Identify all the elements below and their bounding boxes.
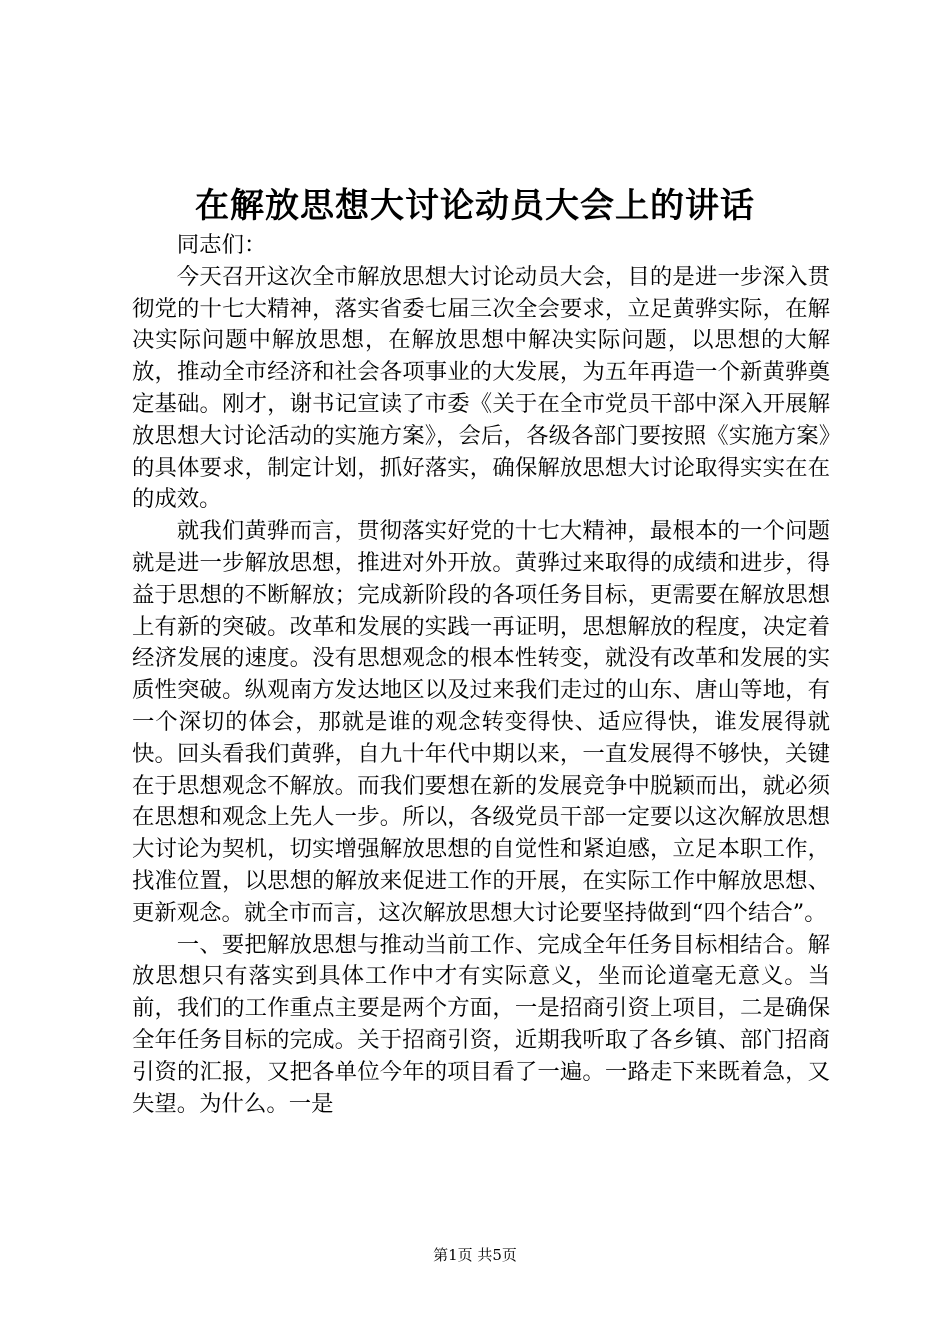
salutation: 同志们： bbox=[176, 232, 267, 258]
paragraph-2: 就我们黄骅而言，贯彻落实好党的十七大精神，最根本的一个问题就是进一步解放思想，推进对外开放。黄骅过来取得的成绩和进步，得益于思想的不断解放；完成新阶段的各项任务目标，更需要在解放思想上有新的突破。改革和发展的实践一再证明，思想解放的程度，决定着经济发展的速度。没有思想观念的根本性转变，就没有改革和发展的实质性突破。纵观南方发达地区以及过来我们走过的山东、唐山等地，有一个深切的体会，那就是谁的观念转变得快、适应得快，谁发展得就快。回头看我们黄骅，自九十年代中期以来，一直发展得不够快，关键在于思想观念不解放。而我们要想在新的发展竞争中脱颖而出，就必须在思想和观念上先人一步。所以，各级党员干部一定要以这次解放思想大讨论为契机，切实增强解放思想的自觉性和紧迫感，立足本职工作，找准位置，以思想的解放来促进工作的开展，在实际工作中解放思想、更新观念。就全市而言，这次解放思想大讨论要坚持做到“四个结合”。 bbox=[132, 518, 830, 926]
document-title: 在解放思想大讨论动员大会上的讲话 bbox=[195, 186, 755, 226]
document-body bbox=[132, 230, 830, 1120]
page-footer: 第1页 共5页 bbox=[433, 1246, 517, 1264]
paragraph-1: 今天召开这次全市解放思想大讨论动员大会，目的是进一步深入贯彻党的十七大精神，落实省委七届三次全会要求，立足黄骅实际，在解决实际问题中解放思想，在解放思想中解决实际问题，以思想的大解放，推动全市经济和社会各项事业的大发展，为五年再造一个新黄骅奠定基础。刚才，谢书记宣读了市委《关于在全市党员干部中深入开展解放思想大讨论活动的实施方案》，会后，各级各部门要按照《实施方案》的具体要求，制定计划，抓好落实，确保解放思想大讨论取得实实在在的成效。 bbox=[132, 263, 830, 513]
paragraph-3: 一、要把解放思想与推动当前工作、完成全年任务目标相结合。解放思想只有落实到具体工作中才有实际意义，坐而论道毫无意义。当前，我们的工作重点主要是两个方面，一是招商引资上项目，二是确保全年任务目标的完成。关于招商引资，近期我听取了各乡镇、部门招商引资的汇报，又把各单位今年的项目看了一遍。一路走下来既着急，又失望。为什么。一是 bbox=[132, 931, 830, 1117]
